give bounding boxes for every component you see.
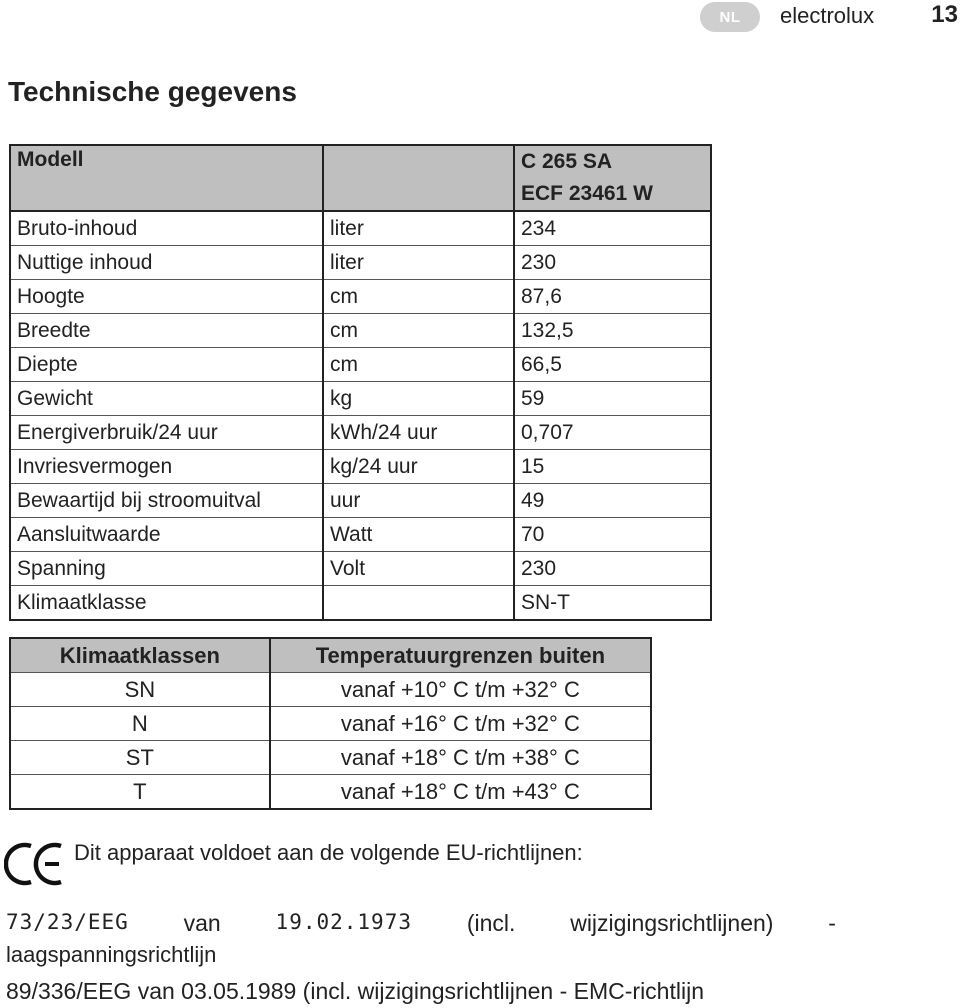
directive-word: wijzigingsrichtlijnen) [570,910,774,936]
directive-line-1 [6,910,836,937]
spec-value: 0,707 [514,416,711,450]
spec-unit [323,586,514,621]
table-row [10,673,651,707]
table-row [10,586,711,621]
table-row [10,280,711,314]
spec-label: Bewaartijd bij stroomuitval [10,484,323,518]
spec-unit: kWh/24 uur [323,416,514,450]
brand-name: electrolux [780,3,875,28]
spec-value: 234 [514,211,711,246]
language-badge: NL [700,2,760,32]
table-row [10,211,711,246]
table-row [10,741,651,775]
climate-range: vanaf +18° C t/m +38° C [270,741,651,775]
climate-class: SN [10,673,270,707]
table-row [10,484,711,518]
directive-line-2: laagspanningsrichtlijn [6,942,217,967]
model-name-2: ECF 23461 W [521,182,653,205]
spec-label: Spanning [10,552,323,586]
spec-label: Nuttige inhoud [10,246,323,280]
directive-date: 19.02.1973 [275,910,412,934]
spec-unit: kg/24 uur [323,450,514,484]
table-row [10,382,711,416]
spec-value: 230 [514,246,711,280]
specs-header-row [10,145,711,211]
spec-label: Hoogte [10,280,323,314]
spec-label: Diepte [10,348,323,382]
climate-range: vanaf +18° C t/m +43° C [340,778,580,804]
spec-label: Gewicht [10,382,323,416]
spec-unit: kg [323,382,514,416]
climate-header-range: Temperatuurgrenzen buiten [270,638,651,673]
table-row [10,707,651,741]
spec-value: 66,5 [514,348,711,382]
table-row [10,314,711,348]
specs-header-label: Modell [10,145,323,211]
table-row [10,416,711,450]
table-row [10,450,711,484]
spec-unit: cm [323,314,514,348]
climate-class: N [10,707,270,741]
climate-range: vanaf +16° C t/m +32° C [270,707,651,741]
ce-compliance-text: Dit apparaat voldoet aan de volgende EU-richtlijnen: [74,840,583,865]
specs-header-models [514,145,711,211]
table-row [10,246,711,280]
spec-label: Aansluitwaarde [10,518,323,552]
page-number: 13 [931,1,958,28]
climate-class-table [9,637,652,810]
page-title: Technische gegevens [8,76,297,107]
spec-label: Bruto-inhoud [10,211,323,246]
spec-unit: cm [323,280,514,314]
spec-unit: liter [323,246,514,280]
spec-unit: Volt [323,552,514,586]
spec-label: Energiverbruik/24 uur [10,416,323,450]
spec-unit: cm [323,348,514,382]
table-row [10,348,711,382]
spec-label: Breedte [10,314,323,348]
spec-value: SN-T [514,586,711,621]
spec-value: 15 [514,450,711,484]
climate-class: ST [10,741,270,775]
directive-word: van [183,910,221,936]
spec-value: 87,6 [514,280,711,314]
model-name-1: C 265 SA [521,150,613,173]
spec-label: Invriesvermogen [10,450,323,484]
spec-value: 59 [514,382,711,416]
table-row [10,775,651,810]
spec-unit: uur [323,484,514,518]
directive-dash: - [828,910,836,936]
spec-value: 70 [514,518,711,552]
specs-table [9,144,712,621]
climate-class: T [10,775,270,810]
spec-unit: liter [323,211,514,246]
spec-value: 132,5 [514,314,711,348]
table-row [10,552,711,586]
spec-value: 230 [514,552,711,586]
spec-unit: Watt [323,518,514,552]
directive-word: (incl. [466,910,516,936]
directive-number: 73/23/EEG [6,910,129,934]
table-row [10,518,711,552]
spec-value: 49 [514,484,711,518]
climate-range: vanaf +10° C t/m +32° C [270,673,651,707]
climate-header-row [10,638,651,673]
ce-mark-icon [4,840,66,888]
spec-label: Klimaatklasse [10,586,323,621]
directive-line-3: 89/336/EEG van 03.05.1989 (incl. wijzigingsrichtlijnen - EMC-richtlijn [6,978,704,1004]
page-header [700,0,960,36]
specs-header-unit [323,145,514,211]
climate-header-class: Klimaatklassen [10,638,270,673]
